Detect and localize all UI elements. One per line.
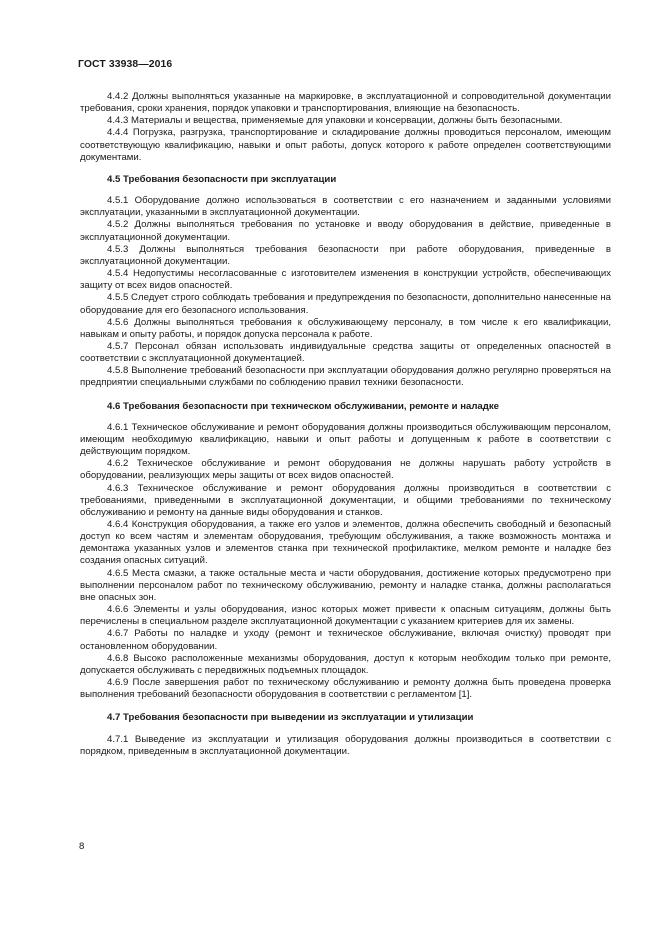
document-body	[80, 91, 611, 758]
paragraph-4-6-7: 4.6.7 Работы по наладке и уходу (ремонт и техническое обслуживание, включая очистку) проводят при остановленном оборудовании.	[80, 628, 611, 652]
section-heading-4-7: 4.7 Требования безопасности при выведении из эксплуатации и утилизации	[107, 712, 474, 724]
paragraph-4-6-3: 4.6.3 Техническое обслуживание и ремонт оборудования должны производиться в соответствии с требованиями, приведенными в эксплуатационной документации, и общими требованиями по техническому обслуживанию и ремонту на данные виды оборудования и станков.	[80, 482, 611, 518]
standard-code-header: ГОСТ 33938—2016	[78, 59, 173, 70]
paragraph-4-5-7: 4.5.7 Персонал обязан использовать индивидуальные средства защиты от определенных опасностей в соответствии с эксплуатационной документацией.	[80, 340, 611, 365]
paragraph-4-6-8: 4.6.8 Высоко расположенные механизмы оборудования, доступ к которым необходим только при ремонте, допускается обслуживать с передвижных подъемных площадок.	[80, 652, 611, 676]
paragraph-4-4-2: 4.4.2 Должны выполняться указанные на маркировке, в эксплуатационной и сопроводительной документации требования, сроки хранения, порядок упаковки и транспортирования, влияющие на безопасность.	[80, 91, 611, 115]
paragraph-4-5-4: 4.5.4 Недопустимы несогласованные с изготовителем изменения в конструкции устройств, обеспечивающих защиту от всех видов опасностей.	[80, 268, 611, 292]
paragraph-4-6-4: 4.6.4 Конструкция оборудования, а также его узлов и элементов, должна обеспечить свободный и безопасный доступ ко всем частям и элементам оборудования, требующим обслуживания, а также возможность монтажа и демонтажа указанных узлов и элементов станка при технической профилактике, мелком ремонте и наладке без создания опасных ситуаций.	[80, 519, 611, 567]
paragraph-4-4-3: 4.4.3 Материалы и вещества, применяемые для упаковки и консервации, должны быть безопасными.	[107, 115, 563, 127]
paragraph-4-5-2: 4.5.2 Должны выполняться требования по установке и вводу оборудования в действие, приведенные в эксплуатационной документации.	[80, 219, 611, 243]
section-heading-4-5: 4.5 Требования безопасности при эксплуатации	[107, 173, 337, 185]
paragraph-4-5-3: 4.5.3 Должны выполняться требования безопасности при работе оборудования, приведенные в эксплуатационной документации.	[80, 243, 611, 267]
paragraph-4-5-6: 4.5.6 Должны выполняться требования к обслуживающему персоналу, в том числе к его квалификации, навыкам и опыту работы, и порядок допуска персонала к работе.	[80, 316, 611, 340]
paragraph-4-6-5: 4.6.5 Места смазки, а также остальные места и части оборудования, достижение которых предусмотрено при выполнении персоналом работ по техническому обслуживанию, ремонту и наладке станка, должны располагаться вне опасных зон.	[80, 567, 611, 603]
paragraph-4-6-6: 4.6.6 Элементы и узлы оборудования, износ которых может привести к опасным ситуациям, должны быть перечислены в специальном разделе эксплуатационной документации с указанием критериев для их замены.	[80, 604, 611, 628]
paragraph-4-6-9: 4.6.9 После завершения работ по техническому обслуживанию и ремонту должна быть проведена проверка выполнения требований безопасности оборудования в соответствии с регламентом [1].	[80, 677, 611, 701]
paragraph-4-4-4: 4.4.4 Погрузка, разгрузка, транспортирование и складирование должны проводиться персоналом, имеющим соответствующую квалификацию, навыки и опыт работы, допуск которого к работе определен соответствующими документами.	[80, 127, 611, 163]
page-number: 8	[79, 841, 85, 852]
paragraph-4-5-8: 4.5.8 Выполнение требований безопасности при эксплуатации оборудования должно регулярно проверяться на предприятии специальными службами по соблюдению правил техники безопасности.	[80, 365, 611, 389]
paragraph-4-5-5: 4.5.5 Следует строго соблюдать требования и предупреждения по безопасности, дополнительно нанесенные на оборудование для его безопасного использования.	[80, 292, 611, 316]
paragraph-4-6-2: 4.6.2 Техническое обслуживание и ремонт оборудования не должны нарушать работу устройств в оборудовании, реализующих меры защиты от всех видов опасностей.	[80, 458, 611, 482]
paragraph-4-5-1: 4.5.1 Оборудование должно использоваться в соответствии с его назначением и заданными условиями эксплуатации, указанными в эксплуатационной документации.	[80, 195, 611, 219]
paragraph-4-6-1: 4.6.1 Техническое обслуживание и ремонт оборудования должны производиться обслуживающим персоналом, имеющим необходимую квалификацию, навыки и опыт работы и допущенным к работе в соответствии с действующим порядком.	[80, 421, 611, 458]
paragraph-4-7-1: 4.7.1 Выведение из эксплуатации и утилизация оборудования должны производиться в соответствии с порядком, приведенным в эксплуатационной документации.	[80, 733, 611, 757]
section-heading-4-6: 4.6 Требования безопасности при техническом обслуживании, ремонте и наладке	[107, 400, 499, 412]
